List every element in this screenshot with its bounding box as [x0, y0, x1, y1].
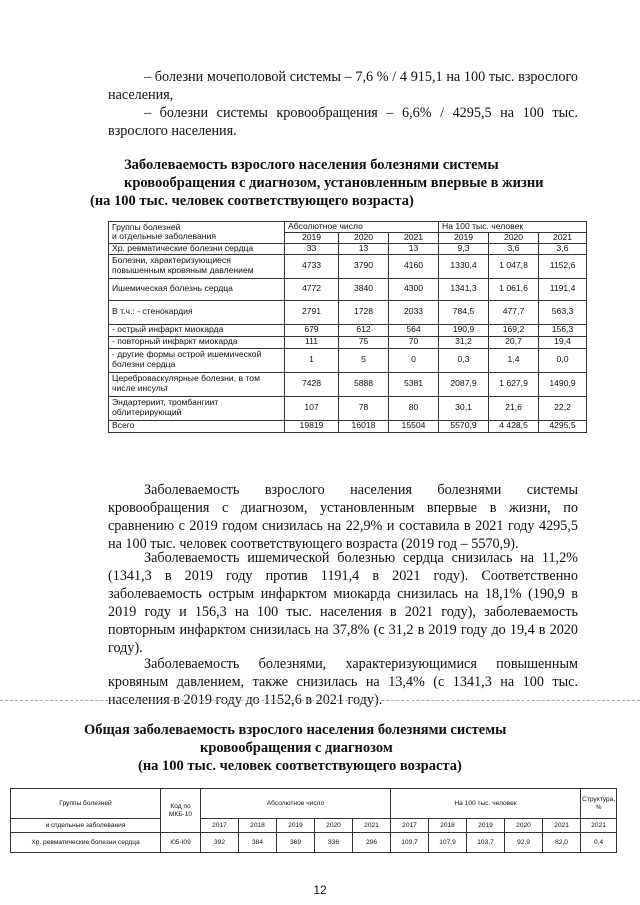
incidence-table	[108, 221, 587, 433]
paragraph-hypertension: Заболеваемость болезнями, характеризующимися повышенным кровяным давлением, также снизилась на 13,4% (с 1341,3 на 100 тыс. населения в 2019 году до 1152,6 в 2021 году).	[108, 656, 578, 708]
table2-group-header-line2: и отдельные заболевания	[11, 819, 161, 833]
table-row: В т.ч.: - стенокардия 2791 1728 2033 784,5 477,7 563,3	[109, 300, 587, 324]
section1-title-line3: (на 100 тыс. человек соответствующего возраста)	[90, 193, 414, 209]
table2-struct-header: Структура, %	[581, 789, 617, 819]
scan-artifact-line	[0, 700, 640, 701]
table1-year: 2021	[389, 232, 439, 243]
table2-year: 2017	[391, 819, 429, 833]
table2-group-header-line1: Группы болезней	[11, 789, 161, 819]
table2-code-header: Код по МКБ-10	[161, 789, 201, 833]
table1-group-header: Группы болезней и отдельные заболевания	[109, 222, 285, 244]
table2-year: 2021	[543, 819, 581, 833]
table2-year: 2019	[277, 819, 315, 833]
table2-year: 2019	[467, 819, 505, 833]
table2-year: 2018	[429, 819, 467, 833]
section2-title-line2: кровообращения с диагнозом	[200, 740, 393, 756]
table1-year: 2019	[285, 232, 339, 243]
section1-title-line2: кровообращения с диагнозом, установленным впервые в жизни	[124, 175, 544, 191]
table-row: Болезни, характеризующиеся повышенным кровяным давлением 4733 3790 4160 1330,4 1 047,8 1152,6	[109, 254, 587, 278]
table2-year: 2018	[239, 819, 277, 833]
table1-per100k-header: На 100 тыс. человек	[439, 222, 587, 233]
table-row: Хр. ревматические болезни сердца 33 13 13 9,3 3,6 3,6	[109, 243, 587, 254]
paragraph-overall-incidence: Заболеваемость взрослого населения болезнями системы кровообращения с диагнозом, установленным впервые в жизни, по сравнению с 2019 годом снизилась на 22,9% и составила в 2021 году 4295,5 на 100 тыс. человек соответствующего возраста (2019 год – 5570,9).	[108, 482, 578, 552]
table-row: - повторный инфаркт миокарда 111 75 70 31,2 20,7 19,4	[109, 336, 587, 348]
table1-year: 2020	[339, 232, 389, 243]
paragraph-ischemic: Заболеваемость ишемической болезнью сердца снизилась на 11,2% (1341,3 в 2019 году против 1191,4 в 2021 году). Соответственно заболеваемость острым инфарктом миокарда снизилась на 18,1% (190,9 в 2019 году и 156,3 на 100 тыс. населения в 2021 году), заболеваемость повторным инфарктом снизилась на 37,8% (с 31,2 в 2019 году до 19,4 в 2020 году).	[108, 550, 578, 656]
table-row: Всего 19819 16018 15504 5570,9 4 428,5 4295,5	[109, 420, 587, 432]
table1-year: 2019	[439, 232, 489, 243]
table2-per100k-header: На 100 тыс. человек	[391, 789, 581, 819]
table2-year: 2021	[581, 819, 617, 833]
table1-year: 2021	[539, 232, 587, 243]
section2-title-line1: Общая заболеваемость взрослого населения болезнями системы	[84, 722, 507, 738]
table2-year: 2017	[201, 819, 239, 833]
table-row: Цереброваскулярные болезни, в том числе инсульт 7428 5888 5381 2087,9 1 627,9 1490,9	[109, 372, 587, 396]
table-row: Ишемическая болезнь сердца 4772 3840 4300 1341,3 1 061,6 1191,4	[109, 278, 587, 300]
table-row: - другие формы острой ишемической болезни сердца 1 5 0 0,3 1,4 0,0	[109, 348, 587, 372]
table-row: Хр. ревматические болезни сердца I05-I09 392 384 369 336 296 109,7 107,9 103,7 92,9 82,0 0,4	[11, 833, 617, 853]
table-row: - острый инфаркт миокарда 679 612 564 190,9 169,2 156,3	[109, 324, 587, 336]
table2-year: 2020	[505, 819, 543, 833]
table-row: Эндартериит, тромбангиит облитерирующий 107 78 80 30,1 21,6 22,2	[109, 396, 587, 420]
section1-title-line1: Заболеваемость взрослого населения болезнями системы	[124, 157, 499, 173]
table1-year: 2020	[489, 232, 539, 243]
intro-item-genitourinary: – болезни мочеполовой системы – 7,6 % / 4 915,1 на 100 тыс. взрослого населения,	[108, 69, 578, 103]
page-number: 12	[313, 883, 327, 897]
intro-item-circulatory: – болезни системы кровообращения – 6,6% / 4295,5 на 100 тыс. взрослого населения.	[108, 105, 578, 139]
general-morbidity-table	[10, 788, 617, 853]
table1-abs-header: Абсолютное число	[285, 222, 439, 233]
section2-title-line3: (на 100 тыс. человек соответствующего возраста)	[138, 758, 462, 774]
table2-year: 2020	[315, 819, 353, 833]
table2-year: 2021	[353, 819, 391, 833]
table2-abs-header: Абсолютное число	[201, 789, 391, 819]
